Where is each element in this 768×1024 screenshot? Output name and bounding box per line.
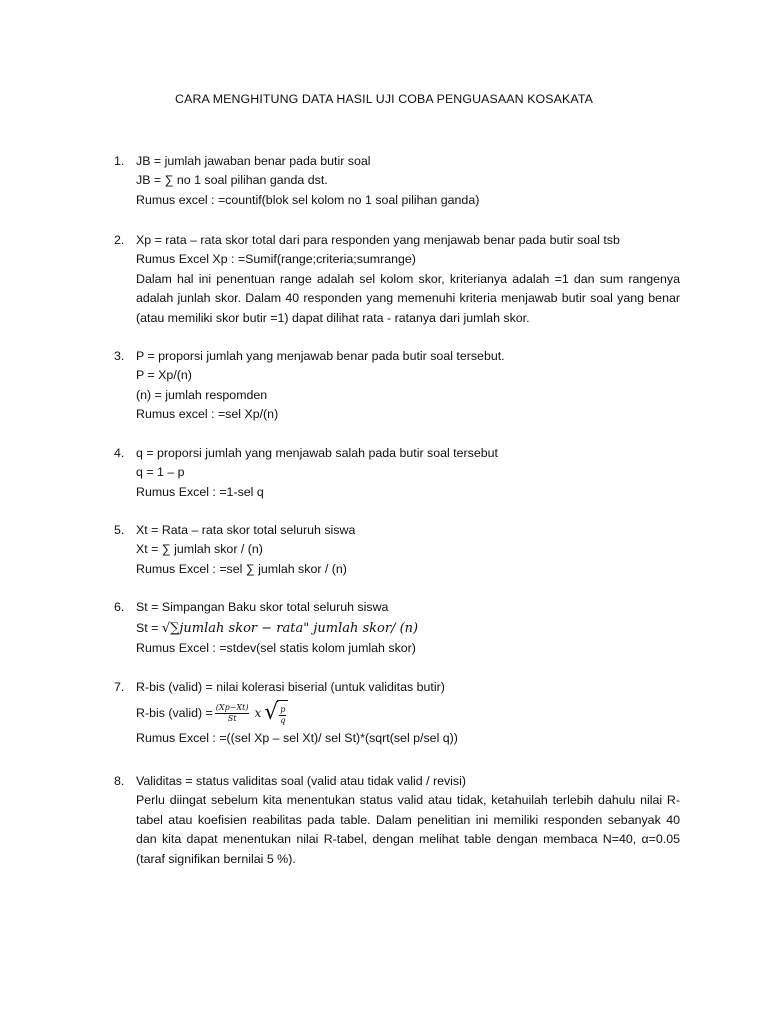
item-line: Rumus Excel : =((sel Xp – sel Xt)/ sel St)*(sqrt(sel p/sel q)): [136, 731, 458, 746]
st-formula: [136, 617, 680, 639]
item-line: q = proporsi jumlah yang menjawab salah pada butir soal tersebut: [136, 446, 498, 460]
item-line: Rumus Excel : =1-sel q: [136, 484, 264, 499]
item-line: R-bis (valid) = nilai kolerasi biserial (untuk validitas butir): [136, 680, 445, 694]
item-line: (n) = jumlah respomden: [136, 387, 268, 402]
list-item-3: [114, 347, 680, 425]
formula-prefix: St =: [136, 621, 162, 636]
item-line: Rumus excel : =sel Xp/(n): [136, 407, 279, 422]
p-over-q-fraction: [279, 705, 286, 726]
item-number: 8.: [114, 774, 125, 788]
item-line: Rumus Excel : =stdev(sel statis kolom jumlah skor): [136, 641, 416, 656]
radical-icon: √: [264, 700, 279, 726]
rbis-formula: [136, 697, 680, 729]
item-paragraph: Perlu diingat sebelum kita menentukan status valid atau tidak, ketahuilah terlebih dahulu nilai R-tabel atau koefisien reabilitas pada table. Dalam penelitian ini memiliki responden sebanyak 40 dan kita dapat menentukan nilai R-tabel, dengan melihat table dengan membaca N=40, α=0.05 (taraf signifikan bernilai 5 %).: [136, 793, 680, 866]
fraction-denominator: St: [227, 713, 237, 723]
item-paragraph: Dalam hal ini penentuan range adalah sel kolom skor, kriterianya adalah =1 dan sum rangenya adalah junlah skor. Dalam 40 responden yang memenuhi kriteria menjawab butir soal yang benar (atau memiliki skor butir =1) dapat dilihat rata - ratanya dari jumlah skor.: [136, 271, 680, 325]
item-line: Rumus Excel Xp : =Sumif(range;criteria;sumrange): [136, 252, 416, 267]
multiply-sign: x: [254, 706, 262, 721]
fraction-numerator: p: [280, 705, 286, 715]
list-item-6: [114, 598, 680, 659]
item-number: 4.: [114, 446, 125, 460]
item-number: 7.: [114, 680, 125, 694]
item-line: Rumus excel : =countif(blok sel kolom no 1 soal pilihan ganda): [136, 192, 480, 207]
rbis-fraction: [215, 703, 250, 724]
item-line: P = Xp/(n): [136, 368, 192, 383]
item-line: St = Simpangan Baku skor total seluruh siswa: [136, 600, 389, 614]
item-line: Xt = Rata – rata skor total seluruh siswa: [136, 523, 356, 537]
item-line: Validitas = status validitas soal (valid atau tidak valid / revisi): [136, 774, 466, 788]
item-line: q = 1 – p: [136, 465, 185, 480]
item-number: 5.: [114, 523, 125, 537]
document-title: CARA MENGHITUNG DATA HASIL UJI COBA PENGUASAAN KOSAKATA: [175, 92, 593, 106]
item-line: Xp = rata – rata skor total dari para responden yang menjawab benar pada butir soal tsb: [136, 233, 620, 247]
list-item-5: [114, 521, 680, 579]
list-item-8: [114, 772, 680, 869]
formula-prefix: R-bis (valid) =: [136, 706, 213, 721]
fraction-denominator: q: [280, 716, 286, 726]
list-item-2: [114, 231, 680, 328]
item-line: JB = ∑ no 1 soal pilihan ganda dst.: [136, 173, 328, 188]
item-number: 1.: [114, 154, 125, 168]
item-number: 2.: [114, 233, 125, 247]
item-line: JB = jumlah jawaban benar pada butir soal: [136, 154, 371, 168]
item-line: P = proporsi jumlah yang menjawab benar pada butir soal tersebut.: [136, 349, 505, 363]
fraction-numerator: (Xp−Xt): [215, 702, 249, 712]
list-item-1: [114, 152, 680, 210]
st-formula-math: √∑jumlah skor − rata" jumlah skor/ (n): [161, 621, 419, 637]
item-line: Xt = ∑ jumlah skor / (n): [136, 542, 263, 557]
list-item-7: [114, 678, 680, 749]
list-item-4: [114, 444, 680, 502]
item-number: 3.: [114, 349, 125, 363]
square-root: [264, 700, 288, 726]
item-number: 6.: [114, 600, 125, 614]
item-line: Rumus Excel : =sel ∑ jumlah skor / (n): [136, 561, 347, 576]
